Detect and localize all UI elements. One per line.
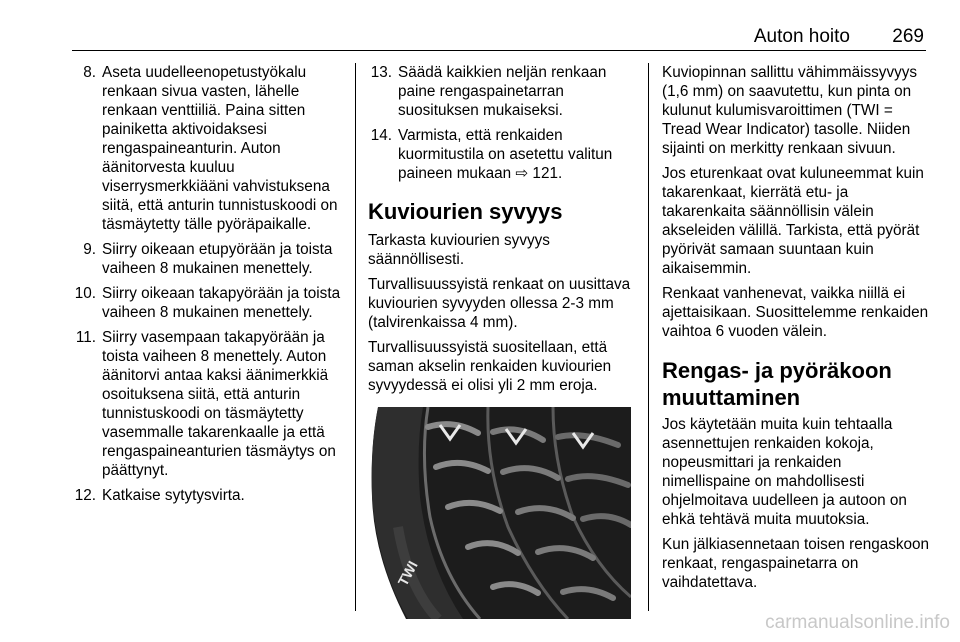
column-1 <box>72 63 344 511</box>
step-item <box>72 486 344 505</box>
paragraph: Kun jälkiasennetaan toisen rengaskoon renkaat, rengaspainetarra on vaihdatettava. <box>662 536 930 591</box>
step-item <box>72 240 344 278</box>
step-text: Säädä kaikkien neljän renkaan paine rengaspainetarran suosituksen mukaiseksi. <box>398 64 607 119</box>
step-text: Siirry oikeaan etupyörään ja toista vaiheen 8 mukainen menettely. <box>102 241 333 277</box>
paragraph: Renkaat vanhenevat, vaikka niillä ei ajettaisikaan. Suosittelemme renkaiden vaihtoa 6 vuoden välein. <box>662 285 929 340</box>
paragraph: Jos eturenkaat ovat kuluneemmat kuin takarenkaat, kierrätä etu- ja takarenkaita säännöllisin välein akseleiden välillä. Tarkista, että pyörät pyörivät samaan suuntaan kuin aikaisemmin. <box>662 165 924 277</box>
twi-label: TWI <box>394 558 421 589</box>
paragraph: Kuviopinnan sallittu vähimmäissyvyys (1,6 mm) on saavutettu, kun pinta on kulunut kulumisvaroittimen (TWI = Tread Wear Indicator) tasolle. Niiden sijainti on merkitty renkaan sivuun. <box>662 64 918 157</box>
page-header <box>0 0 960 56</box>
step-number: 9. <box>83 241 96 258</box>
step-text: Siirry vasempaan takapyörään ja toista vaiheen 8 menettely. Auton äänitorvi antaa kaksi äänimerkkiä osoituksena siitä, että anturin tunnistuskoodi on täsmäytetty vasemmalle takarenkaalle ja että rengaspaineanturien täsmäytys on päättynyt. <box>102 329 336 479</box>
step-number: 10. <box>74 285 96 302</box>
step-list <box>72 63 344 505</box>
step-item <box>72 63 344 234</box>
header-rule <box>72 50 926 51</box>
column-2 <box>368 63 634 619</box>
step-item <box>72 328 344 480</box>
paragraph: Jos käytetään muita kuin tehtaalla asennettujen renkaiden kokoja, nopeusmittari ja renkaiden nimellispaine on mahdollisesti ohjelmoitava uudelleen ja autoon on ehkä tehtävä muita muutoksia. <box>662 416 907 528</box>
page-number: 269 <box>892 26 924 47</box>
column-3 <box>662 63 930 598</box>
section-heading: Rengas- ja pyöräkoon muuttaminen <box>662 358 892 410</box>
column-divider <box>355 63 356 611</box>
step-number: 13. <box>370 64 392 81</box>
watermark: carmanualsonline.info <box>765 612 950 633</box>
step-item <box>368 126 634 183</box>
section-title: Auton hoito <box>753 26 850 47</box>
step-number: 12. <box>74 487 96 504</box>
step-number: 8. <box>83 64 96 81</box>
step-item <box>368 63 634 120</box>
step-text: Aseta uudelleenopetustyökalu renkaan sivua vasten, lähelle renkaan venttiiliä. Paina sitten painiketta aktivoidaksesi rengaspaineanturin. Auton äänitorvesta kuuluu viserrysmerkkiääni vahvistuksena siitä, että anturin tunnistuskoodi on täsmäytetty tälle pyöräpaikalle. <box>102 64 338 233</box>
step-list <box>368 63 634 183</box>
step-text: Siirry oikeaan takapyörään ja toista vaiheen 8 mukainen menettely. <box>102 285 341 321</box>
step-number: 11. <box>75 329 96 346</box>
paragraph: Turvallisuussyistä suositellaan, että saman akselin renkaiden kuviourien syvyydessä ei olisi yli 2 mm eroja. <box>368 339 612 394</box>
paragraph: Tarkasta kuviourien syvyys säännöllisesti. <box>368 232 550 268</box>
tire-tread-illustration <box>368 407 631 619</box>
section-heading: Kuviourien syvyys <box>368 199 563 224</box>
step-item <box>72 284 344 322</box>
step-number: 14. <box>370 127 392 144</box>
column-divider <box>648 63 649 611</box>
step-text: Varmista, että renkaiden kuormitustila on asetettu valitun paineen mukaan ⇨ 121. <box>398 127 613 182</box>
step-text: Katkaise sytytysvirta. <box>102 487 245 504</box>
paragraph: Turvallisuussyistä renkaat on uusittava kuviourien syvyyden ollessa 2-3 mm (talvirenkaissa 4 mm). <box>368 276 631 331</box>
